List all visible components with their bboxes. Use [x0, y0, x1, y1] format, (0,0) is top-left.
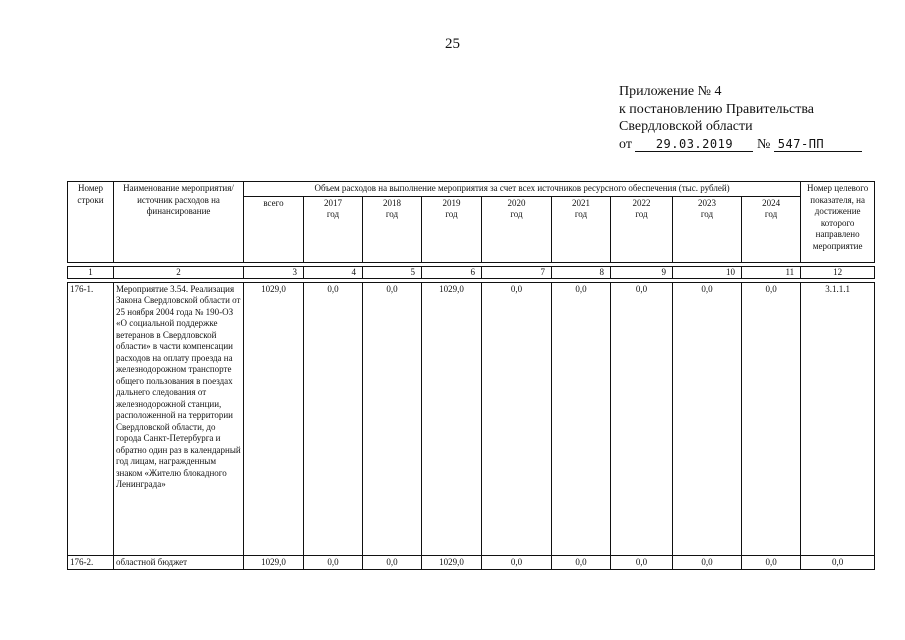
index-cell: 10	[673, 266, 742, 278]
header-volume-title: Объем расходов на выполнение мероприятия за счет всех источников ресурсного обеспечения (тыс. рублей)	[244, 182, 801, 197]
value-2019: 1029,0	[422, 282, 482, 555]
row-name: областной бюджет	[114, 555, 244, 570]
index-cell: 2	[114, 266, 244, 278]
header-year-2017: 2017 год	[304, 196, 363, 262]
row-name: Мероприятие 3.54. Реализация Закона Свердловской области от 25 ноября 2004 года № 190-ОЗ «О социальной поддержке ветеранов в Свердловской области» в части компенсации расходов на оплату проезда на железнодорожном транспорте общего пользования в поездах дальнего следования от железнодорожной станции, расположенной на территории Свердловской области, до города Санкт-Петербурга и обратно один раз в календарный год лицам, награжденным знаком «Жителю блокадного Ленинграда»	[114, 282, 244, 555]
value-2023: 0,0	[673, 555, 742, 570]
resolution-number: 547-ПП	[774, 137, 862, 152]
header-year-2020: 2020 год	[482, 196, 552, 262]
resolution-date: 29.03.2019	[635, 137, 753, 152]
value-target: 0,0	[801, 555, 875, 570]
appendix-block	[619, 83, 862, 153]
index-cell: 9	[611, 266, 673, 278]
value-2020: 0,0	[482, 282, 552, 555]
row-number: 176-1.	[68, 282, 114, 555]
value-total: 1029,0	[244, 282, 304, 555]
header-target: Номер целевого показателя, на достижение которого направлено мероприятие	[801, 182, 875, 263]
value-2017: 0,0	[304, 555, 363, 570]
index-cell: 3	[244, 266, 304, 278]
header-name: Наименование мероприятия/ источник расходов на финансирование	[114, 182, 244, 263]
appendix-line-3: Свердловской области	[619, 119, 753, 134]
header-year-2023: 2023 год	[673, 196, 742, 262]
value-2022: 0,0	[611, 555, 673, 570]
value-target: 3.1.1.1	[801, 282, 875, 555]
index-cell: 8	[552, 266, 611, 278]
index-cell: 11	[742, 266, 801, 278]
header-row-number: Номер строки	[68, 182, 114, 263]
page-number: 25	[445, 36, 460, 52]
header-row-1	[68, 182, 875, 197]
value-2022: 0,0	[611, 282, 673, 555]
from-label: от	[619, 136, 632, 152]
header-total: всего	[244, 196, 304, 262]
appendix-line-2: к постановлению Правительства	[619, 101, 815, 117]
index-cell: 4	[304, 266, 363, 278]
header-year-2019: 2019 год	[422, 196, 482, 262]
resolution-date-number	[619, 136, 862, 154]
header-year-2022: 2022 год	[611, 196, 673, 262]
value-2024: 0,0	[742, 282, 801, 555]
value-2017: 0,0	[304, 282, 363, 555]
value-2020: 0,0	[482, 555, 552, 570]
index-cell: 7	[482, 266, 552, 278]
header-year-2021: 2021 год	[552, 196, 611, 262]
row-number: 176-2.	[68, 555, 114, 570]
table-row	[68, 555, 875, 570]
expenses-table	[67, 181, 875, 570]
value-2023: 0,0	[673, 282, 742, 555]
column-index-row	[68, 266, 875, 278]
appendix-title: Приложение № 4	[619, 84, 722, 99]
value-total: 1029,0	[244, 555, 304, 570]
header-year-2024: 2024 год	[742, 196, 801, 262]
index-cell: 5	[363, 266, 422, 278]
index-cell: 6	[422, 266, 482, 278]
index-cell: 12	[801, 266, 875, 278]
index-cell: 1	[68, 266, 114, 278]
value-2018: 0,0	[363, 555, 422, 570]
value-2018: 0,0	[363, 282, 422, 555]
value-2019: 1029,0	[422, 555, 482, 570]
number-label: №	[756, 136, 771, 152]
table-row	[68, 282, 875, 555]
value-2024: 0,0	[742, 555, 801, 570]
header-year-2018: 2018 год	[363, 196, 422, 262]
value-2021: 0,0	[552, 555, 611, 570]
value-2021: 0,0	[552, 282, 611, 555]
